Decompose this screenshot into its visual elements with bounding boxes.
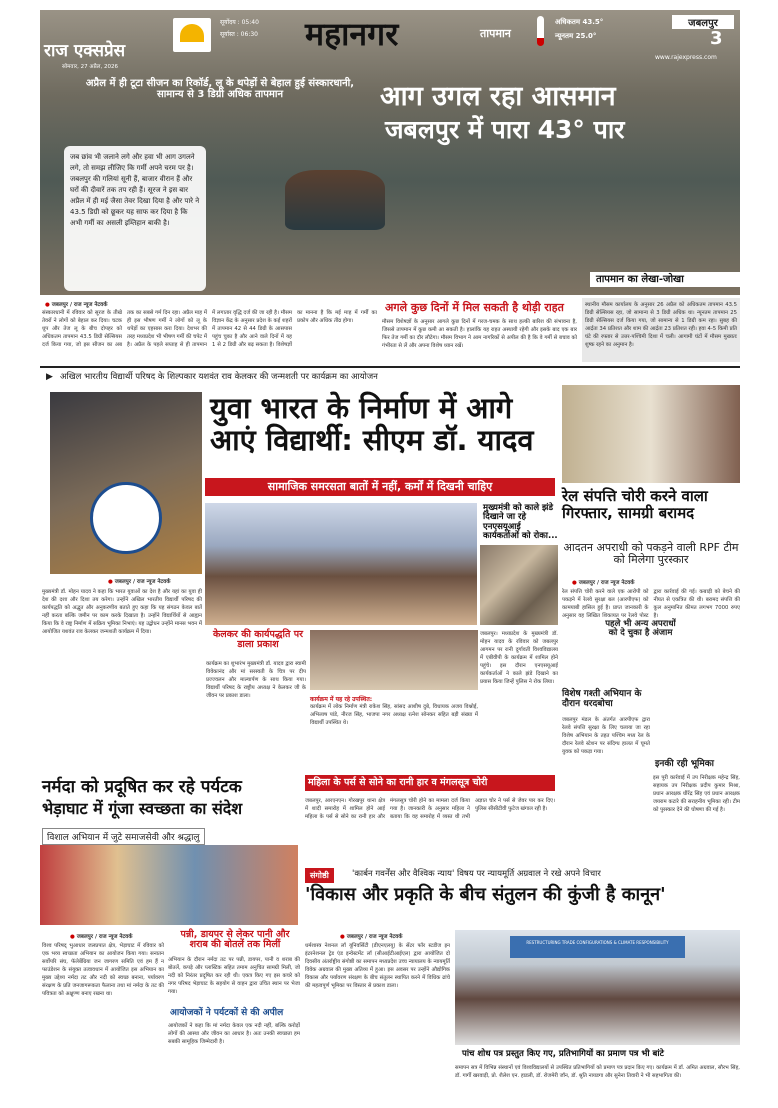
site-url: www.rajexpress.com <box>655 54 717 61</box>
seminar-body: धर्मशास्त्र नेशनल लॉ यूनिवर्सिटी (डीएनएलयू) के सेंटर फॉर स्टडीज इन इंटरनेशनल ट्रेड एंड इन्वेस्टमेंट लॉ (सीआईटीआईएल) द्वारा आयोजित दो दिवसीय अंतर्राष्ट्रीय संगोष्ठी का समापन मध्यप्रदेश उच्च न्यायालय के न्यायमूर्ति विवेक अग्रवाल की मुख्य अतिथ्य में हुआ। इस अवसर पर उन्होंने औद्योगिक विकास और पर्यावरण संरक्षण के बीच संतुलन स्थापित करने में विधिक ढांचे की महत्वपूर्ण भूमिका पर विस्तार से प्रकाश डाला। <box>305 943 450 989</box>
cm-photo <box>50 392 202 574</box>
seminar-caption-body: समापन सत्र में विभिन्न संस्थानों एवं विश्वविद्यालयों से उपस्थित प्रतिभागियों को प्रमाण पत्र प्रदान किए गए। कार्यक्रम में डॉ. अमित अग्रवाल, सौरभ सिंह, डॉ. गार्गी खरवाड़ी, प्रो. शैलेश एन. हाडली, डॉ. रोजमेरी जॉन, डॉ. श्रुति नायडगा और सुनेना तिवारी ने भी सहभागिता की। <box>455 1065 740 1079</box>
temp-box-body: स्थानीय मौसम कार्यालय के अनुसार 26 अप्रैल को अधिकतम तापमान 43.5 डिग्री सेल्सियस रहा, जो सामान्य से 3 डिग्री अधिक था। न्यूनतम तापमान 25 डिग्री सेल्सियस दर्ज किया गया, जो सामान्य से 1 डिग्री कम रहा। सुबह की आर्द्रता 34 प्रतिशत और शाम की आर्द्रता 23 प्रतिशत रही। हवा 4-5 किमी प्रति घंटे की रफ्तार से उत्तर-पश्चिमी दिशा में चली। आगामी घंटों में मौसम मुख्यतः शुष्क रहने का अनुमान है। <box>582 298 740 362</box>
lead-headline-1: आग उगल रहा आसमान <box>380 81 616 112</box>
narmada-headline-2: भेड़ाघाट में गूंजा स्वच्छता का संदेश <box>42 799 243 818</box>
temp-min: न्यूनतम 25.0° <box>555 32 597 40</box>
bottles-body: अभियान के दौरान नर्मदा तट पर पन्नी, डायपर, पानी व शराब की बोतलें, कपड़े और प्लास्टिक सहित तमाम अनुचित सामग्री मिली, जो नदी को निरंतर प्रदूषित कर रही थी। एकत्र किए गए इस कचरे को नगर परिषद भेड़ाघाट के सहयोग से वाहन द्वारा उचित स्थान पर भेजा गया। <box>168 957 300 995</box>
event-photo <box>205 503 477 625</box>
lead-kicker: अप्रैल में ही टूटा सीजन का रिकॉर्ड, लू के थपेड़ों से बेहाल हुई संस्कारधानी, सामान्य से 3 डिग्री अधिक तापमान <box>85 78 355 100</box>
page-number: 3 <box>710 28 723 49</box>
rail-subhead: आदतन अपराधी को पकड़ने वाली RPF टीम को मिलेगा पुरस्कार <box>563 541 739 567</box>
sunrise: सूर्योदय : 05:40 <box>220 19 259 26</box>
role-headline: इनकी रही भूमिका <box>655 759 714 769</box>
kelkar-body: कार्यक्रम का शुभारंभ मुख्यमंत्री डॉ. यादव द्वारा स्वामी विवेकानंद और मां सरस्वती के चित्र पर दीप प्रज्ज्वलन और माल्यार्पण के साथ किया गया। विद्यार्थी परिषद के राष्ट्रीय अध्यक्ष ने केलकर जी के जीवन पर प्रकाश डाला। <box>206 661 306 699</box>
cm-strap: अखिल भारतीय विद्यार्थी परिषद के शिल्पकार यशवंत राव केलकर की जन्मशती पर कार्यक्रम का आयोजन <box>60 372 378 382</box>
nsui-headline: मुख्यमंत्री को काले झंडे दिखाने जा रहे एनएसयूआई कार्यकर्ताओं को रोका... <box>483 503 558 542</box>
present-headline: कार्यक्रम में यह रहे उपस्थित: <box>310 696 373 703</box>
city-label: जबलपुर <box>672 15 734 29</box>
kelkar-headline: केलकर की कार्यपद्धति पर डाला प्रकाश <box>212 629 303 651</box>
seminar-headline: 'विकास और प्रकृति के बीच संतुलन की कुंजी है कानून' <box>305 884 666 905</box>
appeal-body: आयोजकों ने कहा कि मां नर्मदा केवल एक नदी नहीं, बल्कि करोड़ों लोगों की आस्था और जीवन का आधार है। अतः उनकी स्वच्छता हम सबकी सामूहिक जिम्मेदारी है। <box>168 1023 300 1045</box>
divider <box>40 366 740 368</box>
narmada-subhead: विशाल अभियान में जुटे समाजसेवी और श्रद्धालु <box>42 828 205 845</box>
nsui-photo <box>480 545 558 625</box>
appeal-headline: आयोजकों ने पर्यटकों से की अपील <box>170 1008 284 1018</box>
narmada-body: विश्व परिषद् भुआधार जलप्रपात क्षेत्र, भेड़ाघाट में रविवार को एक भव्य स्वच्छता अभियान का आयोजन किया गया। सनातन सर्वोपरि संघ, फॅलेबेंग्रिया जन जागरण समिति एवं हम हैं न फाउंडेशन के संयुक्त तत्वावधान में आयोजित इस अभियान का मुख्य उद्देश्य नर्मदा तट और नदी को स्वच्छ बनाना, पर्यावरण संरक्षण के प्रति जनजागरूकता फैलाना तथा मां नर्मदा के तट की पवित्रता को अक्षुण्ण बनाए रखना था। <box>42 943 164 997</box>
narmada-byline: ● जबलपुर / राज न्यूज नेटवर्क <box>70 932 132 940</box>
sun-logo-icon <box>173 18 211 52</box>
seminar-tag: संगोष्ठी <box>305 868 334 883</box>
rail-photo <box>562 385 740 483</box>
temp-max: अधिकतम 43.5° <box>555 18 604 26</box>
sunset: सूर्यास्त : 06:30 <box>220 31 258 38</box>
rail-body: रेल संपत्ति चोरी करने वाले एक आरोपी को पकड़ने में रेलवे सुरक्षा बल (आरपीएफ) को कामयाबी हासिल हुई है। प्राप्त जानकारी के अनुसार वह लिखित शिकायत पर रेलवे पोस्ट द्वारा कार्रवाई की गई। कबाड़ी को बेचने की नीयत से एकत्रित की थी। बरामद संपत्ति की कुल अनुमानित कीमत लगभग 7000 रुपए है। <box>562 589 740 619</box>
rail-headline: रेल संपत्ति चोरी करने वाला गिरफ्तार, सामग्री बरामद <box>562 487 708 522</box>
narmada-headline-1: नर्मदा को प्रदूषित कर रहे पर्यटक <box>42 777 242 797</box>
role-body: इस पूरी कार्रवाई में उप निरीक्षक महेन्द्र सिंह, सहायक उप निरीक्षक प्रदीप कुमार मिश्रा, प्रधान आरक्षक धीरेंद्र सिंह एवं प्रधान आरक्षक जयराम कटारे की सराहनीय भूमिका रही। टीम को पुरस्कार देने की घोषणा की गई है। <box>653 775 740 813</box>
rail-inset: पहले भी अन्य अपराधों को दे चुका है अंजाम <box>603 620 678 639</box>
audience-photo <box>310 630 478 690</box>
theft-headline: महिला के पर्स से सोने का रानी हार व मंगलसूत्र चोरी <box>305 775 555 791</box>
cleanup-photo <box>40 845 298 925</box>
quote-box: जब छांव भी जलाने लगे और हवा भी आग उगलने लगे, तो समझ लीजिए कि गर्मी अपने चरम पर है। जबलपुर की गलियां सूनी हैं, बाजार वीरान हैं और घरों की दीवारें तक तप रही हैं। सूरज ने इस बार अप्रैल में ही मई जैसा तेवर दिखा दिया है और पारे ने 43.5 डिग्री को छूकर यह साफ कर दिया है कि अभी गर्मी का असली इम्तिहान बाकी है। <box>64 146 206 291</box>
rail-byline: ● जबलपुर / राज न्यूज नेटवर्क <box>572 578 634 586</box>
section-title: महानगर <box>305 15 399 53</box>
bottles-headline: पन्नी, डायपर से लेकर पानी और शराब की बोतलें तक मिलीं <box>180 929 290 951</box>
cm-photo-credit: ● जबलपुर / राज न्यूज नेटवर्क <box>108 577 170 585</box>
paper-name: राज एक्सप्रेस <box>44 41 126 61</box>
present-body: कार्यक्रम में लोक निर्माण मंत्री राकेश सिंह, सांसद आशीष दुबे, विधायक अजय विश्नोई, अभिलाष पांडे, नीरज सिंह, भाजपा नगर अध्यक्ष रत्नेश सोनकर सहित बड़ी संख्या में विद्यार्थी उपस्थित थे। <box>310 704 478 726</box>
lead-body: संस्कारधानी में रविवार को सूरज के तीखे तेवरों ने लोगों को बेहाल कर दिया। चटक धूप और तेज लू के बीच दोपहर को अधिकतम तापमान 43.5 डिग्री सेल्सियस दर्ज किया गया, जो इस सीजन का अब तक का सबसे गर्म दिन रहा। अप्रैल माह में ही इस भीषण गर्मी ने लोगों को लू के थपेड़ों का एहसास करा दिया। देशभर की तरह मध्यप्रदेश भी भीषण गर्मी की चपेट में है। अप्रैल के पहले सप्ताह से ही तापमान में लगातार वृद्धि दर्ज की जा रही है। मौसम विज्ञान केंद्र के अनुसार प्रदेश के कई शहरों में तापमान 42 से 44 डिग्री के आसपास पहुंच चुका है और आने वाले दिनों में यह 1 से 2 डिग्री और बढ़ सकता है। विशेषज्ञों का मानना है कि मई माह में गर्मी का प्रकोप और अधिक तीव्र होगा। <box>42 310 377 348</box>
relief-headline: अगले कुछ दिनों में मिल सकती है थोड़ी राहत <box>385 301 564 314</box>
seminar-byline: ● जबलपुर / राज न्यूज नेटवर्क <box>340 932 402 940</box>
nsui-body: जबलपुर। मध्यप्रदेश के मुख्यमंत्री डॉ. मोहन यादव के रविवार को जबलपुर आगमन पर रानी दुर्गावती विश्वविद्यालय में एबीवीपी के कार्यक्रम में शामिल होने पहुंचे। इस दौरान एनएसयूआई कार्यकर्ताओं ने काले झंडे दिखाने का प्रयास किया जिन्हें पुलिस ने रोक लिया। <box>480 631 558 685</box>
seminar-screen: RESTRUCTURING TRADE CONFIGURATIONS & CLIMATE RESPONSIBILITY <box>510 936 685 958</box>
cm-body: मुख्यमंत्री डॉ. मोहन यादव ने कहा कि भारत युवाओं का देश है और यहां का युवा ही देश की दशा और दिशा तय करेगा। उन्होंने अखिल भारतीय विद्यार्थी परिषद की कार्यपद्धति को अद्भुत और अनुकरणीय बताते हुए कहा कि यह संगठन केवल बातें नहीं करता बल्कि जमीन पर काम करके दिखाता है। उन्होंने विद्यार्थियों से आह्वान किया कि वे राष्ट्र निर्माण में सक्रिय भूमिका निभाएं। यह उद्बोधन उन्होंने मानस भवन में आयोजित यशवंत राव केलकर जन्मशती कार्यक्रम में दिया। <box>42 589 202 635</box>
byline: ● जबलपुर / राज न्यूज नेटवर्क <box>45 300 107 308</box>
strap-arrow-icon: ▶ <box>46 372 53 382</box>
thermometer-icon <box>537 16 544 46</box>
lead-headline-2: जबलपुर में पारा 43° पार <box>385 115 625 144</box>
date: सोमवार, 27 अप्रैल, 2026 <box>62 64 118 70</box>
lead-photo-banner <box>40 10 740 295</box>
cm-headline: युवा भारत के निर्माण में आगे आएं विद्यार्थी: सीएम डॉ. यादव <box>210 391 534 457</box>
drive-headline: विशेष गश्ती अभियान के दौरान धरदबोचा <box>562 689 642 709</box>
seminar-photo <box>455 930 740 1045</box>
relief-body: मौसम विशेषज्ञों के अनुसार आगले कुछ दिनों में गरज-चमक के साथ हल्की बारिश की संभावना है, जिससे तापमान में कुछ कमी आ सकती है। हालांकि यह राहत अस्थायी रहेगी और इसके बाद एक बार फिर तेज गर्मी का दौर लौटेगा। मौसम विभाग ने आम नागरिकों से अपील की है कि वे गर्मी से बचाव को गंभीरता से लें और अपना विशेष ध्यान रखें। <box>382 319 577 349</box>
cm-subhead: सामाजिक समरसता बातों में नहीं, कर्मों में दिखनी चाहिए <box>205 478 555 496</box>
temp-box-title: तापमान का लेखा-जोखा <box>590 272 740 287</box>
boat-photo <box>285 170 385 230</box>
seminar-kicker: 'कार्बन गवर्नेंस और वैश्विक न्याय' विषय पर न्यायमूर्ति अग्रवाल ने रखे अपने विचार <box>352 869 601 879</box>
seminar-caption: पांच शोध पत्र प्रस्तुत किए गए, प्रतिभागियों का प्रमाण पत्र भी बांटे <box>462 1049 664 1059</box>
temp-label: तापमान <box>480 27 511 40</box>
theft-body: जबलपुर, आरएनएन। गोरखपुर थाना क्षेत्र में शादी समारोह में शामिल होने आई महिला के पर्स से सोने का रानी हार और मंगलसूत्र चोरी होने का मामला दर्ज किया गया है। जानकारी के अनुसार महिला ने बताया कि वह समारोह में व्यस्त थी तभी अज्ञात चोर ने पर्स से जेवर पार कर दिए। पुलिस सीसीटीवी फुटेज खंगाल रही है। <box>305 798 555 820</box>
drive-body: जबलपुर मंडल के अंतर्गत आरपीएफ द्वारा रेलवे संपत्ति सुरक्षा के लिए चलाया जा रहा विशेष अभियान के तहत पश्चिम मध्य रेल के दौरान रेलवे स्टेशन पर संदिग्ध हालत में घूमते युवक को पकड़ा गया। <box>562 717 650 755</box>
